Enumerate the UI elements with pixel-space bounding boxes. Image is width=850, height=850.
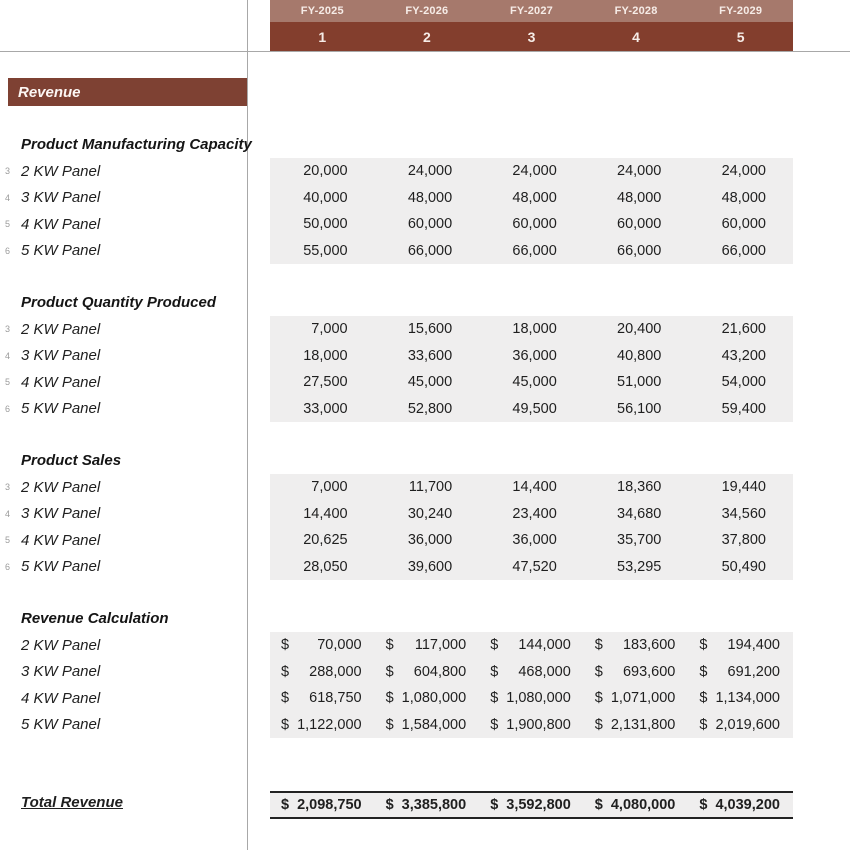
dollar-sign: $ <box>490 716 499 733</box>
value-cell[interactable]: 30,240 <box>407 505 453 522</box>
data-row <box>270 343 793 370</box>
label-row <box>0 369 247 396</box>
period-number-cell: 2 <box>422 28 431 45</box>
data-row <box>270 211 793 238</box>
dollar-sign: $ <box>385 663 394 680</box>
value-cell[interactable]: 35,700 <box>617 532 662 549</box>
section-data-block <box>270 158 793 264</box>
row-label: 5 KW Panel <box>21 400 101 418</box>
cell-value: 144,000 <box>518 637 571 654</box>
value-cell[interactable]: 48,000 <box>721 189 766 206</box>
value-cell[interactable]: 28,050 <box>303 558 348 575</box>
value-cell[interactable]: 43,200 <box>721 347 766 364</box>
row-number: 6 <box>5 561 11 572</box>
total-value-cell[interactable] <box>479 793 584 817</box>
fiscal-year-header-cell: FY-2027 <box>509 5 553 17</box>
value-cell[interactable] <box>270 712 375 739</box>
cell-value: 604,800 <box>413 663 467 680</box>
label-row <box>0 501 247 528</box>
data-row <box>270 632 793 659</box>
dollar-sign: $ <box>490 690 499 707</box>
dollar-sign: $ <box>281 663 290 680</box>
total-revenue-label: Total Revenue <box>21 794 123 811</box>
value-cell[interactable] <box>270 659 375 686</box>
value-cell[interactable]: 48,000 <box>407 189 453 206</box>
value-cell[interactable] <box>688 685 793 712</box>
dollar-sign: $ <box>699 797 708 813</box>
value-cell[interactable]: 50,000 <box>303 216 348 233</box>
dollar-sign: $ <box>699 637 708 654</box>
section-label-column <box>0 158 247 264</box>
cell-value: 70,000 <box>317 637 362 654</box>
dollar-sign: $ <box>385 637 394 654</box>
value-cell[interactable]: 18,000 <box>303 347 348 364</box>
label-row <box>0 474 247 501</box>
value-cell[interactable]: 33,000 <box>303 400 348 417</box>
dollar-sign: $ <box>385 716 394 733</box>
value-cell[interactable]: 53,295 <box>617 558 662 575</box>
section-label-column <box>0 474 247 580</box>
value-cell[interactable] <box>375 712 480 739</box>
section-data-block <box>270 632 793 738</box>
fiscal-year-header-cell: FY-2028 <box>614 5 658 17</box>
cell-value: 183,600 <box>622 637 676 654</box>
section-data-block <box>270 474 793 580</box>
period-number-header-row <box>270 22 793 51</box>
cell-value: 4,080,000 <box>610 797 676 813</box>
label-row <box>0 238 247 265</box>
cell-value: 691,200 <box>727 663 780 680</box>
value-cell[interactable]: 52,800 <box>407 400 453 417</box>
value-cell[interactable]: 60,000 <box>407 216 453 233</box>
value-cell[interactable]: 56,100 <box>617 400 662 417</box>
dollar-sign: $ <box>594 797 603 813</box>
cell-value: 1,900,800 <box>506 716 571 733</box>
data-row <box>270 396 793 423</box>
value-cell[interactable]: 20,000 <box>303 163 348 180</box>
row-label: 3 KW Panel <box>21 663 101 681</box>
cell-value: 288,000 <box>309 663 362 680</box>
value-cell[interactable] <box>375 685 480 712</box>
value-cell[interactable]: 18,000 <box>512 321 557 338</box>
row-number: 5 <box>5 377 11 388</box>
value-cell[interactable]: 36,000 <box>407 532 453 549</box>
value-cell[interactable]: 45,000 <box>512 374 557 391</box>
value-cell[interactable] <box>270 632 375 659</box>
row-label: 4 KW Panel <box>21 531 101 549</box>
label-row <box>0 343 247 370</box>
value-cell[interactable] <box>584 659 689 686</box>
section-data-block <box>270 316 793 422</box>
total-value-cell[interactable] <box>270 793 375 817</box>
row-number: 3 <box>5 324 11 335</box>
cell-value: 468,000 <box>518 663 571 680</box>
dollar-sign: $ <box>490 797 499 813</box>
row-label: 4 KW Panel <box>21 689 101 707</box>
cell-value: 2,098,750 <box>297 797 362 813</box>
value-cell[interactable]: 39,600 <box>407 558 453 575</box>
fiscal-year-header-cell: FY-2025 <box>300 5 344 17</box>
value-cell[interactable]: 66,000 <box>512 242 557 259</box>
cell-value: 4,039,200 <box>715 797 780 813</box>
value-cell[interactable]: 14,400 <box>303 505 348 522</box>
section-title: Product Quantity Produced <box>21 293 217 311</box>
cell-value: 1,071,000 <box>610 690 676 707</box>
total-value-cell[interactable] <box>584 793 689 817</box>
total-revenue-row <box>270 791 793 819</box>
label-row <box>0 158 247 185</box>
label-row <box>0 185 247 212</box>
cell-value: 1,134,000 <box>715 690 780 707</box>
total-value-cell[interactable] <box>375 793 480 817</box>
dollar-sign: $ <box>594 637 603 654</box>
row-label: 2 KW Panel <box>21 478 101 496</box>
cell-value: 693,600 <box>622 663 676 680</box>
header-divider-line <box>0 51 850 52</box>
dollar-sign: $ <box>699 716 708 733</box>
row-label: 5 KW Panel <box>21 716 101 734</box>
value-cell[interactable] <box>584 712 689 739</box>
period-number-cell: 4 <box>632 28 640 45</box>
cell-value: 3,592,800 <box>506 797 571 813</box>
cell-value: 2,019,600 <box>715 716 780 733</box>
dollar-sign: $ <box>594 716 603 733</box>
data-row <box>270 712 793 739</box>
value-cell[interactable] <box>375 659 480 686</box>
data-row <box>270 659 793 686</box>
value-cell[interactable]: 19,440 <box>721 479 766 496</box>
value-cell[interactable]: 7,000 <box>311 321 348 338</box>
value-cell[interactable]: 45,000 <box>407 374 453 391</box>
section-title: Product Manufacturing Capacity <box>21 135 252 153</box>
value-cell[interactable]: 60,000 <box>617 216 662 233</box>
value-cell[interactable]: 7,000 <box>311 479 348 496</box>
value-cell[interactable]: 34,680 <box>617 505 662 522</box>
total-value-cell[interactable] <box>688 793 793 817</box>
value-cell[interactable]: 23,400 <box>512 505 557 522</box>
value-cell[interactable]: 59,400 <box>721 400 766 417</box>
cell-value: 3,385,800 <box>401 797 467 813</box>
label-row <box>0 316 247 343</box>
value-cell[interactable] <box>479 632 584 659</box>
value-cell[interactable]: 55,000 <box>303 242 348 259</box>
value-cell[interactable]: 24,000 <box>617 163 662 180</box>
data-row <box>270 185 793 212</box>
data-row <box>270 474 793 501</box>
dollar-sign: $ <box>594 663 603 680</box>
value-cell[interactable]: 36,000 <box>512 532 557 549</box>
value-cell[interactable]: 54,000 <box>721 374 766 391</box>
value-cell[interactable] <box>270 685 375 712</box>
data-row <box>270 316 793 343</box>
dollar-sign: $ <box>699 663 708 680</box>
value-cell[interactable]: 24,000 <box>512 163 557 180</box>
data-row <box>270 238 793 265</box>
fiscal-year-header-row <box>270 0 793 22</box>
row-label: 5 KW Panel <box>21 558 101 576</box>
value-cell[interactable] <box>479 685 584 712</box>
value-cell[interactable]: 47,520 <box>512 558 557 575</box>
value-cell[interactable] <box>688 712 793 739</box>
value-cell[interactable]: 60,000 <box>512 216 557 233</box>
label-row <box>0 685 247 712</box>
row-label: 5 KW Panel <box>21 242 101 260</box>
value-cell[interactable]: 34,560 <box>721 505 766 522</box>
dollar-sign: $ <box>281 690 290 707</box>
cell-value: 1,584,000 <box>401 716 467 733</box>
data-row <box>270 685 793 712</box>
cell-value: 194,400 <box>727 637 780 654</box>
row-label: 3 KW Panel <box>21 347 101 365</box>
value-cell[interactable]: 60,000 <box>721 216 766 233</box>
value-cell[interactable]: 48,000 <box>512 189 557 206</box>
value-cell[interactable] <box>584 685 689 712</box>
row-label: 3 KW Panel <box>21 505 101 523</box>
row-number: 4 <box>5 508 11 519</box>
row-label: 4 KW Panel <box>21 215 101 233</box>
fiscal-year-header-cell: FY-2029 <box>719 5 763 17</box>
section-label-column <box>0 632 247 738</box>
value-cell[interactable]: 36,000 <box>512 347 557 364</box>
section-title: Product Sales <box>21 451 122 469</box>
dollar-sign: $ <box>594 690 603 707</box>
value-cell[interactable]: 66,000 <box>407 242 453 259</box>
data-row <box>270 158 793 185</box>
label-row <box>0 712 247 739</box>
dollar-sign: $ <box>699 690 708 707</box>
row-number: 5 <box>5 219 11 230</box>
cell-value: 117,000 <box>414 637 467 654</box>
cell-value: 1,122,000 <box>297 716 362 733</box>
label-row <box>0 211 247 238</box>
dollar-sign: $ <box>490 637 499 654</box>
value-cell[interactable]: 37,800 <box>721 532 766 549</box>
value-cell[interactable]: 66,000 <box>721 242 766 259</box>
value-cell[interactable]: 66,000 <box>617 242 662 259</box>
value-cell[interactable]: 21,600 <box>721 321 766 338</box>
row-label: 2 KW Panel <box>21 162 101 180</box>
period-number-cell: 3 <box>527 28 536 45</box>
value-cell[interactable]: 49,500 <box>512 400 557 417</box>
row-label: 4 KW Panel <box>21 373 101 391</box>
value-cell[interactable]: 24,000 <box>721 163 766 180</box>
cell-value: 618,750 <box>309 690 362 707</box>
value-cell[interactable] <box>688 659 793 686</box>
value-cell[interactable]: 27,500 <box>303 374 348 391</box>
value-cell[interactable]: 48,000 <box>617 189 662 206</box>
row-label: 2 KW Panel <box>21 320 101 338</box>
value-cell[interactable] <box>479 659 584 686</box>
data-row <box>270 554 793 581</box>
value-cell[interactable]: 40,800 <box>617 347 662 364</box>
row-number: 5 <box>5 535 11 546</box>
label-row <box>0 527 247 554</box>
section-title: Revenue Calculation <box>21 609 169 627</box>
dollar-sign: $ <box>281 716 290 733</box>
value-cell[interactable]: 20,625 <box>303 532 348 549</box>
value-cell[interactable] <box>479 712 584 739</box>
row-number: 4 <box>5 192 11 203</box>
value-cell[interactable]: 18,360 <box>617 479 662 496</box>
value-cell[interactable]: 51,000 <box>617 374 662 391</box>
cell-value: 1,080,000 <box>506 690 571 707</box>
value-cell[interactable]: 50,490 <box>721 558 766 575</box>
value-cell[interactable]: 15,600 <box>407 321 453 338</box>
value-cell[interactable] <box>584 632 689 659</box>
data-row <box>270 501 793 528</box>
row-number: 3 <box>5 166 11 177</box>
dollar-sign: $ <box>281 637 290 654</box>
value-cell[interactable]: 40,000 <box>303 189 348 206</box>
row-number: 6 <box>5 245 11 256</box>
label-row <box>0 396 247 423</box>
section-label-column <box>0 316 247 422</box>
dollar-sign: $ <box>490 663 499 680</box>
value-cell[interactable]: 11,700 <box>408 479 453 496</box>
dollar-sign: $ <box>385 797 394 813</box>
value-cell[interactable]: 33,600 <box>407 347 453 364</box>
cell-value: 1,080,000 <box>401 690 467 707</box>
label-row <box>0 632 247 659</box>
period-number-cell: 1 <box>318 28 327 45</box>
row-label: 3 KW Panel <box>21 189 101 207</box>
dollar-sign: $ <box>385 690 394 707</box>
value-cell[interactable]: 24,000 <box>407 163 453 180</box>
value-cell[interactable] <box>375 632 480 659</box>
data-row <box>270 369 793 396</box>
revenue-section-banner: Revenue <box>8 78 247 106</box>
cell-value: 2,131,800 <box>610 716 676 733</box>
value-cell[interactable]: 20,400 <box>617 321 662 338</box>
fiscal-year-header-cell: FY-2026 <box>405 5 449 17</box>
row-number: 3 <box>5 482 11 493</box>
label-row <box>0 659 247 686</box>
data-row <box>270 527 793 554</box>
column-divider-line <box>247 0 248 850</box>
value-cell[interactable] <box>688 632 793 659</box>
label-row <box>0 554 247 581</box>
row-number: 6 <box>5 403 11 414</box>
dollar-sign: $ <box>281 797 290 813</box>
row-label: 2 KW Panel <box>21 636 101 654</box>
value-cell[interactable]: 14,400 <box>512 479 557 496</box>
row-number: 4 <box>5 350 11 361</box>
period-number-cell: 5 <box>736 28 745 45</box>
